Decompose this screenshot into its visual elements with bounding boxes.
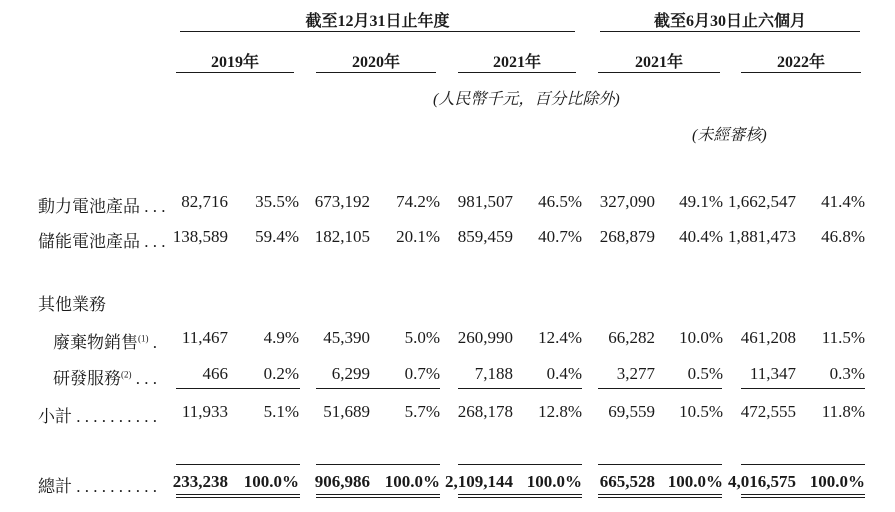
total-double-rule xyxy=(458,497,582,498)
cell-waste-sales-amount: 11,467 xyxy=(181,328,228,347)
cell-total-amount: 4,016,575 xyxy=(728,472,796,491)
cell-power-battery-amount: 673,192 xyxy=(314,192,370,211)
header-six-months-rule xyxy=(600,31,860,32)
subtotal-rule xyxy=(316,388,440,389)
cell-subtotal-amount: 69,559 xyxy=(608,402,655,421)
cell-power-battery-percent: 49.1% xyxy=(679,192,723,211)
cell-power-battery-percent: 41.4% xyxy=(821,192,865,211)
total-top-rule xyxy=(316,464,440,465)
cell-total-amount: 2,109,144 xyxy=(445,472,513,491)
cell-subtotal-amount: 472,555 xyxy=(740,402,796,421)
total-double-rule xyxy=(741,494,865,495)
cell-rnd-services-percent: 0.7% xyxy=(404,364,440,383)
year-2022-6m-rule xyxy=(741,72,861,73)
year-2020: 2020年 xyxy=(351,54,400,71)
cell-total-amount: 665,528 xyxy=(599,472,655,491)
year-2021-fy-rule xyxy=(458,72,576,73)
header-fiscal-year: 截至12月31日止年度 xyxy=(305,13,450,30)
total-top-rule xyxy=(598,464,722,465)
cell-rnd-services-amount: 3,277 xyxy=(616,364,655,383)
cell-subtotal-percent: 5.7% xyxy=(404,402,440,421)
total-double-rule xyxy=(316,494,440,495)
cell-subtotal-percent: 10.5% xyxy=(679,402,723,421)
cell-storage-battery-percent: 59.4% xyxy=(255,227,299,246)
cell-rnd-services-percent: 0.3% xyxy=(829,364,865,383)
total-double-rule xyxy=(741,497,865,498)
total-double-rule xyxy=(458,494,582,495)
total-top-rule xyxy=(741,464,865,465)
cell-storage-battery-percent: 40.4% xyxy=(679,227,723,246)
cell-total-percent: 100.0% xyxy=(384,472,440,491)
row-label-power-battery: 動力電池產品 . . . xyxy=(38,197,166,216)
cell-power-battery-amount: 327,090 xyxy=(599,192,655,211)
cell-rnd-services-amount: 7,188 xyxy=(474,364,513,383)
currency-note: (人民幣千元，百分比除外) xyxy=(433,91,620,108)
cell-total-percent: 100.0% xyxy=(809,472,865,491)
cell-waste-sales-percent: 11.5% xyxy=(821,328,865,347)
cell-storage-battery-amount: 268,879 xyxy=(599,227,655,246)
cell-waste-sales-amount: 260,990 xyxy=(457,328,513,347)
total-double-rule xyxy=(598,494,722,495)
total-top-rule xyxy=(176,464,300,465)
cell-total-percent: 100.0% xyxy=(526,472,582,491)
cell-power-battery-amount: 1,662,547 xyxy=(728,192,796,211)
cell-rnd-services-percent: 0.4% xyxy=(546,364,582,383)
total-double-rule xyxy=(316,497,440,498)
unaudited-note: (未經審核) xyxy=(692,127,767,144)
row-label-waste-sales: 廢棄物銷售$^{(1)}$ . xyxy=(53,333,157,352)
cell-storage-battery-amount: 182,105 xyxy=(314,227,370,246)
cell-rnd-services-amount: 11,347 xyxy=(749,364,796,383)
total-double-rule xyxy=(176,497,300,498)
cell-waste-sales-percent: 12.4% xyxy=(538,328,582,347)
cell-waste-sales-amount: 461,208 xyxy=(740,328,796,347)
cell-power-battery-percent: 35.5% xyxy=(255,192,299,211)
subtotal-rule xyxy=(598,388,722,389)
header-fiscal-year-rule xyxy=(180,31,575,32)
total-double-rule xyxy=(176,494,300,495)
cell-waste-sales-percent: 10.0% xyxy=(679,328,723,347)
year-2021-6m: 2021年 xyxy=(634,54,683,71)
cell-rnd-services-amount: 466 xyxy=(202,364,228,383)
cell-subtotal-percent: 11.8% xyxy=(821,402,865,421)
cell-storage-battery-amount: 138,589 xyxy=(172,227,228,246)
cell-total-percent: 100.0% xyxy=(667,472,723,491)
cell-power-battery-amount: 82,716 xyxy=(181,192,228,211)
cell-subtotal-amount: 51,689 xyxy=(323,402,370,421)
year-2020-rule xyxy=(316,72,436,73)
total-double-rule xyxy=(598,497,722,498)
cell-storage-battery-percent: 20.1% xyxy=(396,227,440,246)
subtotal-rule xyxy=(176,388,300,389)
year-2019: 2019年 xyxy=(210,54,259,71)
cell-power-battery-percent: 74.2% xyxy=(396,192,440,211)
cell-rnd-services-percent: 0.2% xyxy=(263,364,299,383)
cell-subtotal-percent: 12.8% xyxy=(538,402,582,421)
row-label-storage-battery: 儲能電池產品 . . . xyxy=(38,232,166,251)
cell-rnd-services-percent: 0.5% xyxy=(687,364,723,383)
cell-waste-sales-percent: 5.0% xyxy=(404,328,440,347)
cell-total-amount: 906,986 xyxy=(314,472,370,491)
year-2019-rule xyxy=(176,72,294,73)
cell-subtotal-amount: 268,178 xyxy=(457,402,513,421)
row-label-rnd-services: 研發服務$^{(2)}$ . . . xyxy=(53,369,157,388)
cell-storage-battery-amount: 1,881,473 xyxy=(728,227,796,246)
cell-total-amount: 233,238 xyxy=(172,472,228,491)
cell-waste-sales-amount: 45,390 xyxy=(323,328,370,347)
total-top-rule xyxy=(458,464,582,465)
cell-rnd-services-amount: 6,299 xyxy=(331,364,370,383)
cell-storage-battery-amount: 859,459 xyxy=(457,227,513,246)
row-label-total: 總計 . . . . . . . . . . xyxy=(38,477,157,496)
year-2021-6m-rule xyxy=(598,72,720,73)
year-2021-fy: 2021年 xyxy=(492,54,541,71)
cell-subtotal-amount: 11,933 xyxy=(181,402,228,421)
cell-total-percent: 100.0% xyxy=(243,472,299,491)
cell-waste-sales-amount: 66,282 xyxy=(608,328,655,347)
subtotal-rule xyxy=(458,388,582,389)
cell-storage-battery-percent: 46.8% xyxy=(821,227,865,246)
cell-subtotal-percent: 5.1% xyxy=(263,402,299,421)
header-six-months: 截至6月30日止六個月 xyxy=(653,13,806,30)
cell-storage-battery-percent: 40.7% xyxy=(538,227,582,246)
row-label-subtotal: 小計 . . . . . . . . . . xyxy=(38,407,157,426)
cell-waste-sales-percent: 4.9% xyxy=(263,328,299,347)
cell-power-battery-percent: 46.5% xyxy=(538,192,582,211)
subtotal-rule xyxy=(741,388,865,389)
year-2022-6m: 2022年 xyxy=(776,54,825,71)
row-label-other-business: 其他業務 xyxy=(38,295,106,314)
cell-power-battery-amount: 981,507 xyxy=(457,192,513,211)
